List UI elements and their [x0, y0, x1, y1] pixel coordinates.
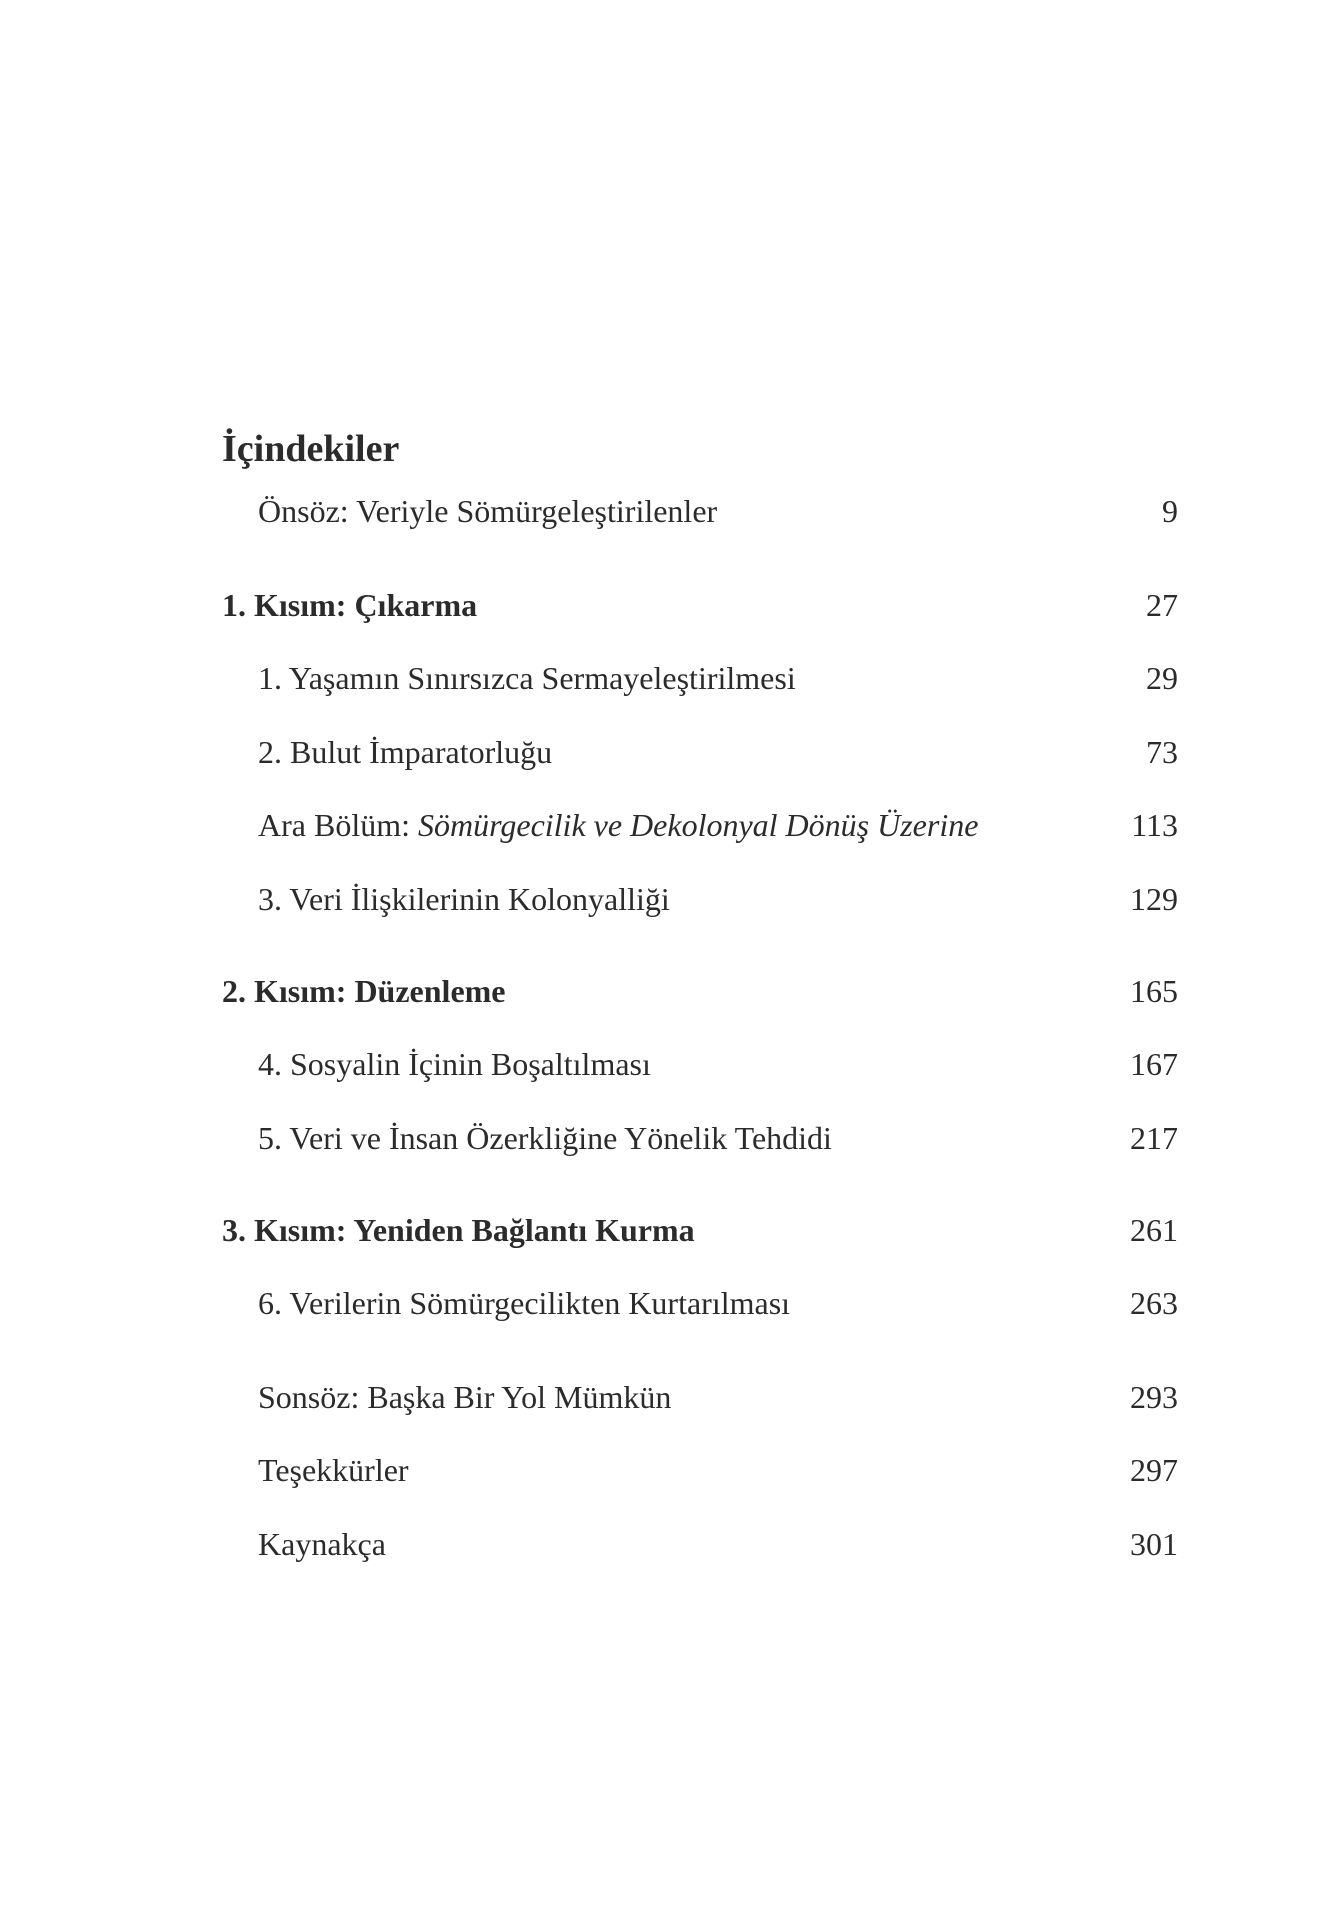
toc-entry-chapter-1[interactable]: [0, 656, 1328, 700]
toc-entry-bibliography[interactable]: [0, 1522, 1328, 1566]
toc-entry-label: Önsöz: Veriyle Sömürgeleştirilenler: [258, 493, 718, 529]
toc-part-1[interactable]: [0, 583, 1328, 627]
toc-entry-label: [258, 803, 978, 847]
toc-entry-chapter-4[interactable]: [0, 1042, 1328, 1086]
toc-part-label: 2. Kısım: Düzenleme: [222, 973, 506, 1009]
toc-entry-chapter-3[interactable]: [0, 877, 1328, 921]
toc-entry-chapter-5[interactable]: [0, 1116, 1328, 1160]
toc-entry-preface[interactable]: [0, 489, 1328, 533]
toc-entry-page-number: 293: [1130, 1379, 1178, 1415]
toc-entry-page-number: 165: [1130, 973, 1178, 1009]
toc-entry-page-number: 261: [1130, 1212, 1178, 1248]
toc-entry-page-number: 27: [1146, 587, 1178, 623]
toc-entry-label: 4. Sosyalin İçinin Boşaltılması: [258, 1046, 651, 1082]
toc-entry-afterword[interactable]: [0, 1375, 1328, 1419]
toc-entry-page-number: 73: [1146, 734, 1178, 770]
toc-part-label: 1. Kısım: Çıkarma: [222, 587, 478, 623]
toc-part-3[interactable]: [0, 1208, 1328, 1252]
toc-entry-acknowledgements[interactable]: [0, 1448, 1328, 1492]
toc-part-label: 3. Kısım: Yeniden Bağlantı Kurma: [222, 1212, 695, 1248]
page-title: İçindekiler: [222, 428, 400, 471]
toc-entry-label: Sonsöz: Başka Bir Yol Mümkün: [258, 1379, 672, 1415]
toc-entry-interlude[interactable]: [0, 803, 1328, 847]
toc-entry-label: 2. Bulut İmparatorluğu: [258, 734, 553, 770]
toc-entry-page-number: 129: [1130, 881, 1178, 917]
toc-entry-label: 6. Verilerin Sömürgecilikten Kurtarılması: [258, 1285, 791, 1321]
toc-entry-page-number: 263: [1130, 1285, 1178, 1321]
toc-part-2[interactable]: [0, 969, 1328, 1013]
toc-entry-page-number: 113: [1131, 807, 1178, 843]
toc-entry-label: 3. Veri İlişkilerinin Kolonyalliği: [258, 881, 670, 917]
toc-entry-chapter-2[interactable]: [0, 730, 1328, 774]
toc-entry-label: Kaynakça: [258, 1526, 386, 1562]
toc-entry-label: 5. Veri ve İnsan Özerkliğine Yönelik Tehdidi: [258, 1120, 832, 1156]
toc-entry-page-number: 301: [1130, 1526, 1178, 1562]
toc-entry-page-number: 9: [1162, 493, 1178, 529]
toc-entry-label: 1. Yaşamın Sınırsızca Sermayeleştirilmesi: [258, 660, 796, 696]
toc-entry-page-number: 297: [1130, 1452, 1178, 1488]
toc-entry-page-number: 29: [1146, 660, 1178, 696]
toc-entry-page-number: 167: [1130, 1046, 1178, 1082]
toc-entry-chapter-6[interactable]: [0, 1281, 1328, 1325]
toc-entry-label: Teşekkürler: [258, 1452, 409, 1488]
toc-entry-prefix: Ara Bölüm:: [258, 807, 418, 843]
toc-entry-italic-title: Sömürgecilik ve Dekolonyal Dönüş Üzerine: [417, 807, 979, 843]
toc-entry-page-number: 217: [1130, 1120, 1178, 1156]
